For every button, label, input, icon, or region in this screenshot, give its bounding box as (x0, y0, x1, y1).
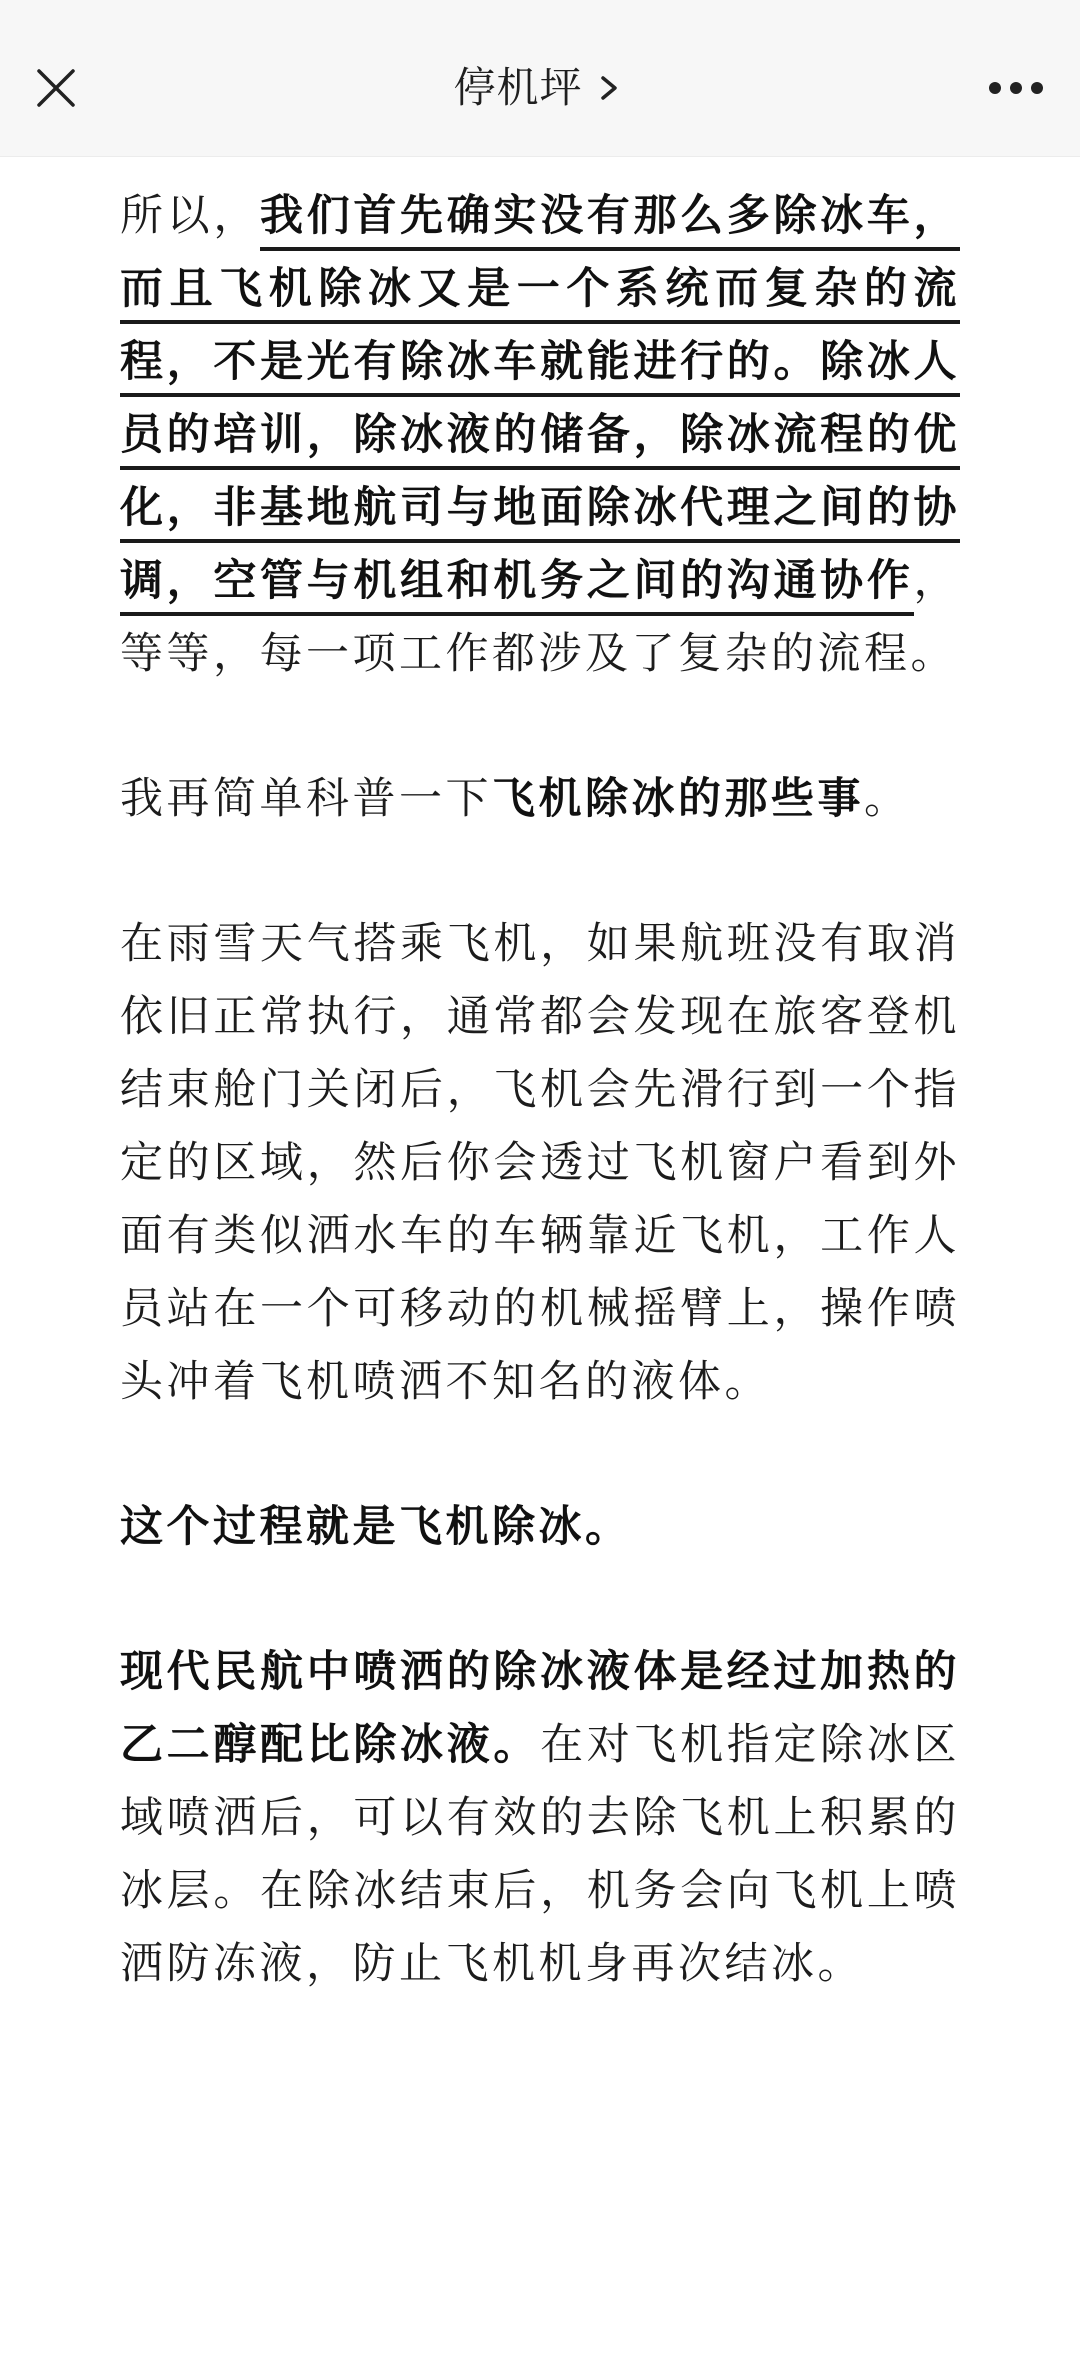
topic-title-text: 停机坪 (453, 63, 583, 112)
page-title (0, 58, 1080, 118)
p5-emphasis-text: 现代民航中喷洒的除冰液体是经过加热的乙二醇配比除冰液。 (120, 1647, 960, 1770)
topic-link[interactable] (453, 58, 626, 118)
p2-tail-text: 。 (864, 774, 911, 824)
top-navigation-bar (0, 0, 1080, 157)
p2-emphasis-text: 飞机除冰的那些事 (492, 774, 864, 824)
p2-lead-text: 我再简单科普一下 (120, 774, 492, 824)
paragraph-3: 在雨雪天气搭乘飞机，如果航班没有取消依旧正常执行，通常都会发现在旅客登机结束舱门关闭后，飞机会先滑行到一个指定的区域，然后你会透过飞机窗户看到外面有类似洒水车的车辆靠近飞机，工作人员站在一个可移动的机械摇臂上，操作喷头冲着飞机喷洒不知名的液体。 (120, 919, 960, 1407)
chevron-right-icon (595, 68, 627, 108)
p5-tail-text: 在对飞机指定除冰区域喷洒后，可以有效的去除飞机上积累的冰层。在除冰结束后，机务会向飞机上喷洒防冻液，防止飞机机身再次结冰。 (120, 1720, 961, 1989)
p1-emphasis-text (120, 191, 960, 616)
p1-tail-text: ，等等，每一项工作都涉及了复杂的流程。 (120, 556, 960, 679)
p1-underlined-text: 我们首先确实没有那么多除冰车，而且飞机除冰又是一个系统而复杂的流程，不是光有除冰车就能进行的。除冰人员的培训，除冰液的储备，除冰流程的优化，非基地航司与地面除冰代理之间的协调，空管与机组和机务之间的沟通协作 (120, 191, 960, 616)
p4-emphasis-text: 这个过程就是飞机除冰。 (120, 1502, 632, 1552)
more-options-button[interactable] (972, 52, 1060, 124)
article-body (120, 180, 960, 2073)
p1-lead-text: 所以， (120, 191, 261, 241)
paragraph-2 (120, 763, 960, 836)
paragraph-4 (120, 1491, 960, 1564)
paragraph-1 (120, 180, 960, 691)
paragraph-5 (120, 1636, 960, 2001)
more-icon (988, 81, 1044, 95)
